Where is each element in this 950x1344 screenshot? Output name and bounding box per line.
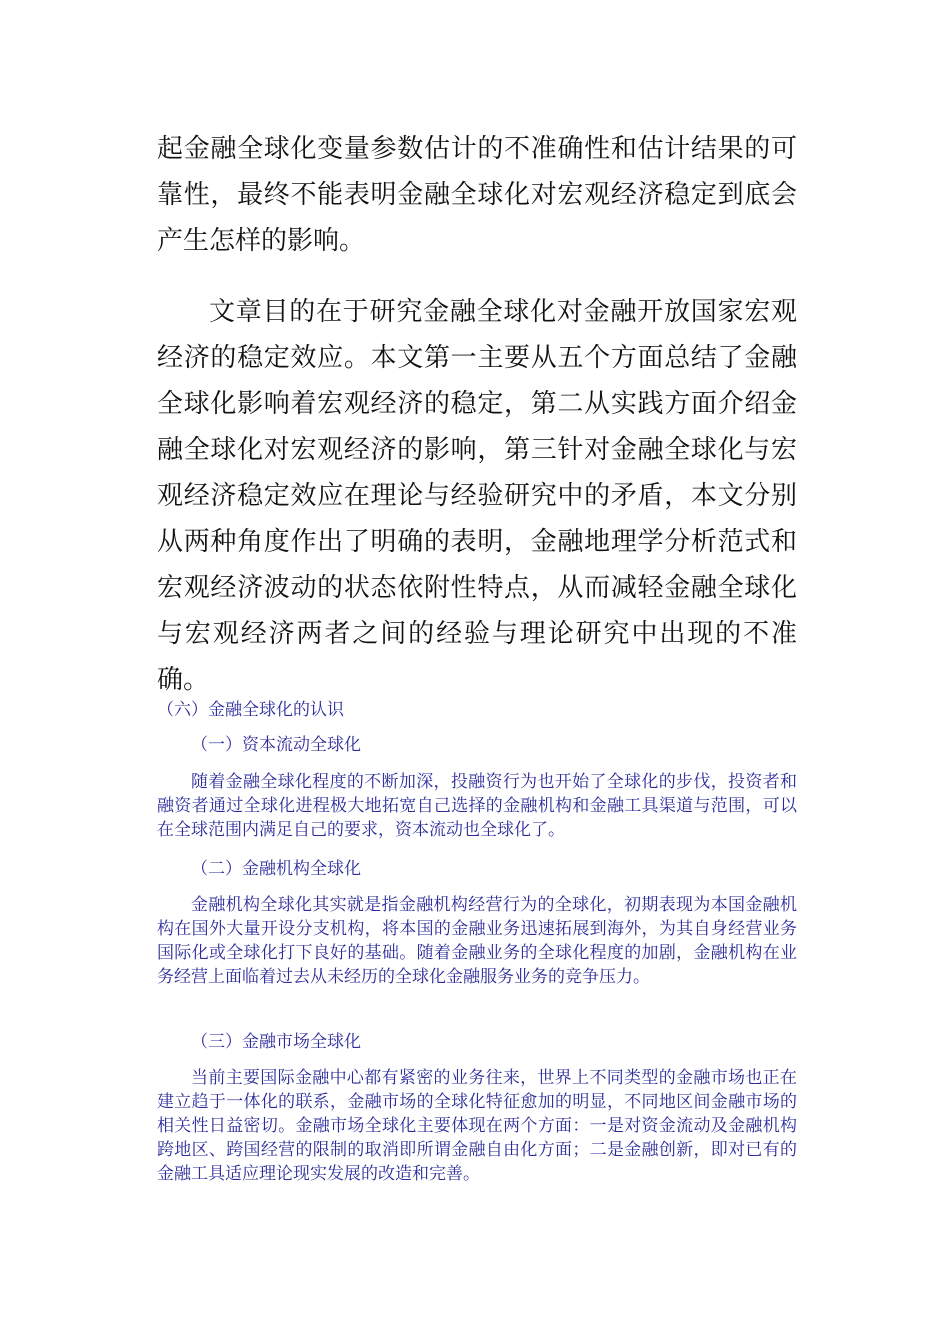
intro-paragraph-1: 起金融全球化变量参数估计的不准确性和估计结果的可靠性，最终不能表明金融全球化对宏观经济稳定到底会产生怎样的影响。 [157, 134, 797, 256]
subsection-heading-capital-flow: （一）资本流动全球化 [191, 735, 361, 755]
subsection-body-capital-flow: 随着金融全球化程度的不断加深，投融资行为也开始了全球化的步伐，投资者和融资者通过全球化进程极大地拓宽自己选择的金融机构和金融工具渠道与范围，可以在全球范围内满足自己的要求，资本流动也全球化了。 [157, 772, 797, 840]
subsection-body-institutions: 金融机构全球化其实就是指金融机构经营行为的全球化，初期表现为本国金融机构在国外大量开设分支机构，将本国的金融业务迅速拓展到海外，为其自身经营业务国际化或全球化打下良好的基础。随着金融业务的全球化程度的加剧，金融机构在业务经营上面临着过去从未经历的全球化金融服务业务的竞争压力。 [157, 895, 797, 987]
subsection-heading-markets: （三）金融市场全球化 [191, 1032, 361, 1052]
section-heading: （六）金融全球化的认识 [157, 700, 344, 720]
intro-paragraph-2: 文章目的在于研究金融全球化对金融开放国家宏观经济的稳定效应。本文第一主要从五个方面总结了金融全球化影响着宏观经济的稳定，第二从实践方面介绍金融全球化对宏观经济的影响，第三针对金融全球化与宏观经济稳定效应在理论与经验研究中的矛盾，本文分别从两种角度作出了明确的表明，金融地理学分析范式和宏观经济波动的状态依附性特点，从而减轻金融全球化与宏观经济两者之间的经验与理论研究中出现的不准确。 [157, 297, 797, 695]
subsection-body-markets: 当前主要国际金融中心都有紧密的业务往来，世界上不同类型的金融市场也正在建立趋于一体化的联系，金融市场的全球化特征愈加的明显，不同地区间金融市场的相关性日益密切。金融市场全球化主要体现在两个方面：一是对资金流动及金融机构跨地区、跨国经营的限制的取消即所谓金融自由化方面；二是金融创新，即对已有的金融工具适应理论现实发展的改造和完善。 [157, 1068, 797, 1184]
subsection-heading-institutions: （二）金融机构全球化 [191, 859, 361, 879]
